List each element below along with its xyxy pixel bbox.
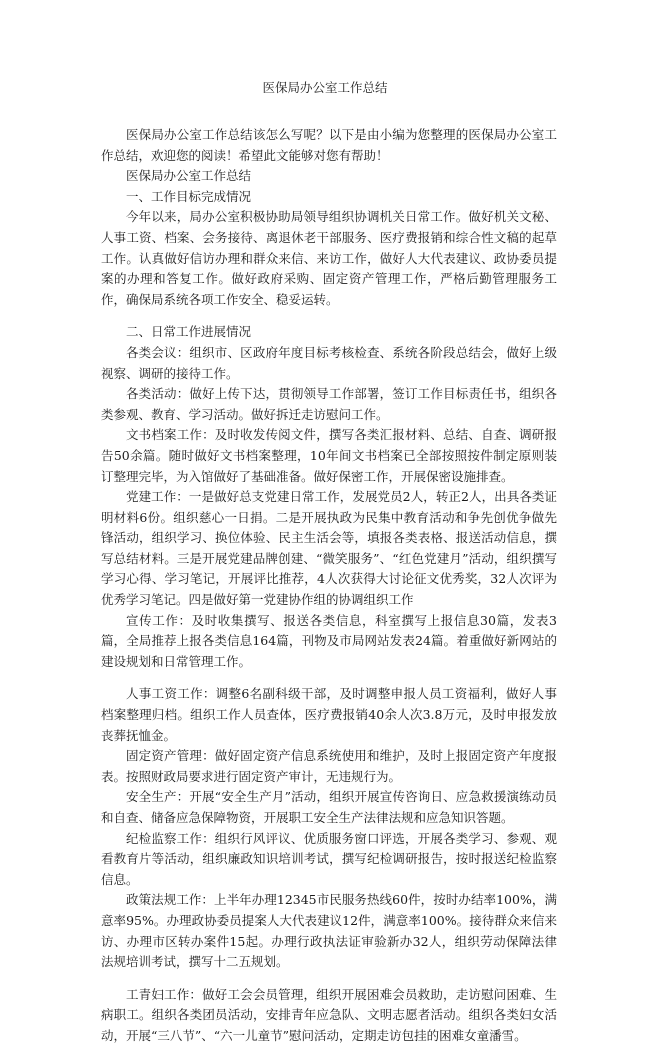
fixed-assets-paragraph: 固定资产管理：做好固定资产信息系统使用和维护，及时上报固定资产年度报表。按照财政局要求进行固定资产审计，无违规行为。 [101, 748, 557, 784]
policy-paragraph: 政策法规工作：上半年办理12345市民服务热线60件，按时办结率100%，满意率95%。办理政协委员提案人大代表建议12件，满意率100%。接待群众来信来访、办理市区转办案件15起。办理行政执法证审验新办32人，组织劳动保障法律法规培训考试，撰写十二五规划。 [101, 892, 557, 970]
document-title: 医保局办公室工作总结 [262, 80, 388, 95]
party-building-paragraph: 党建工作：一是做好总支党建日常工作，发展党员2人，转正2人，出具各类证明材料6份。组织慈心一日捐。二是开展执政为民集中教育活动和争先创优争做先锋活动，组织学习、换位体验、民主生活会等，填报各类表格、报送活动信息，撰写总结材料。三是开展党建品牌创建、“微笑服务”、“红色党建月”活动，组织撰写学习心得、学习笔记，开展评比推荐，4人次获得大讨论征文优秀奖，32人次评为优秀学习笔记。四是做好第一党建协作组的协调组织工作 [101, 489, 557, 608]
archives-paragraph: 文书档案工作：及时收发传阅文件，撰写各类汇报材料、总结、自查、调研报告50余篇。随时做好文书档案整理，10年间文书档案已全部按照按件制定原则装订整理完毕，为入馆做好了基础准备。做好保密工作，开展保密设施排查。 [101, 427, 557, 484]
document-body [101, 125, 557, 1047]
meetings-paragraph: 各类会议：组织市、区政府年度目标考核检查、系统各阶段总结会，做好上级视察、调研的接待工作。 [101, 344, 557, 381]
goals-paragraph: 今年以来，局办公室积极协助局领导组织协调机关日常工作。做好机关文秘、人事工资、档案、会务接待、离退休老干部服务、医疗费报销和综合性文稿的起草工作。认真做好信访办理和群众来信、来访工作，做好人大代表建议、政协委员提案的办理和答复工作。做好政府采购、固定资产管理工作，严格后勤管理服务工作，确保局系统各项工作安全、稳妥运转。 [101, 209, 557, 307]
section-heading-goals: 一、工作目标完成情况 [126, 188, 252, 204]
unions-paragraph: 工青妇工作：做好工会会员管理，组织开展困难会员救助，走访慰问困难、生病职工。组织各类团员活动，安排青年应急队、文明志愿者活动。组织各类妇女活动，开展“三八节”、“六一儿童节”慰问活动，定期走访包挂的困难女童潘雪。 [101, 986, 557, 1043]
safety-paragraph: 安全生产：开展“安全生产月”活动，组织开展宣传咨询日、应急救援演练动员和自查、储备应急保障物资，开展职工安全生产法律法规和应急知识答题。 [101, 789, 557, 825]
subtitle-paragraph: 医保局办公室工作总结 [126, 168, 252, 184]
publicity-paragraph: 宣传工作：及时收集撰写、报送各类信息，科室撰写上报信息30篇，发表3篇，全局推荐上报各类信息164篇，刊物及市局网站发表24篇。着重做好新网站的建设规划和日常管理工作。 [101, 612, 557, 669]
intro-paragraph: 医保局办公室工作总结该怎么写呢？以下是由小编为您整理的医保局办公室工作总结，欢迎您的阅读！希望此文能够对您有帮助！ [101, 127, 557, 163]
personnel-paragraph: 人事工资工作：调整6名副科级干部，及时调整申报人员工资福利，做好人事档案整理归档。组织工作人员查体，医疗费报销40余人次3.8万元，及时申报发放丧葬抚恤金。 [101, 686, 557, 743]
discipline-paragraph: 纪检监察工作：组织行风评议、优质服务窗口评选，开展各类学习、参观、观看教育片等活动，组织廉政知识培训考试，撰写纪检调研报告，按时报送纪检监察信息。 [101, 830, 557, 887]
activities-paragraph: 各类活动：做好上传下达，贯彻领导工作部署，签订工作目标责任书，组织各类参观、教育、学习活动。做好拆迁走访慰问工作。 [101, 386, 557, 422]
section-heading-daily: 二、日常工作进展情况 [126, 324, 252, 340]
